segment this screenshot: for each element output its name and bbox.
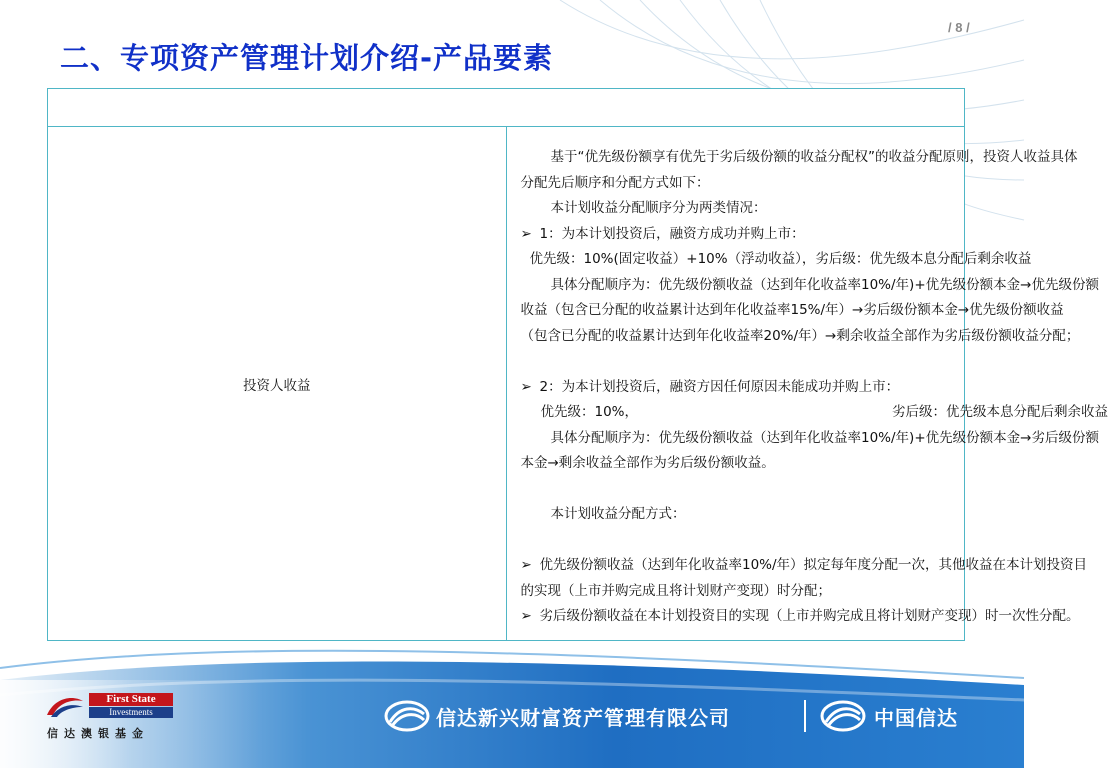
paragraph-text: 具体分配顺序为：优先级份额收益（达到年化收益率10%/年)+优先级份额本金→劣后级份额	[550, 429, 1099, 446]
china-cinda-name: 中国信达	[874, 706, 958, 730]
paragraph-line	[521, 579, 953, 605]
paragraph-line	[521, 375, 953, 401]
paragraph-text: 的实现（上市并购完成且将计划财产变现）时分配；	[520, 582, 831, 599]
paragraph-text: 本金→剩余收益全部作为劣后级份额收益。	[520, 455, 775, 471]
paragraph-text: 优先级：10%(固定收益）+10%（浮动收益），劣后级：优先级本息分配后剩余收益	[529, 251, 1032, 267]
paragraph-text: 收益（包含已分配的收益累计达到年化收益率15%/年）→劣后级份额本金→优先级份额收益	[520, 302, 1064, 318]
paragraph-line	[521, 222, 953, 248]
table-header-row	[48, 89, 965, 127]
cinda-brand-bar	[384, 698, 984, 734]
paragraph-line	[521, 196, 953, 222]
blank-line	[521, 477, 953, 503]
company-name: 信达新兴财富资产管理有限公司	[436, 706, 730, 730]
table-row	[48, 127, 965, 641]
paragraph-text: 2：为本计划投资后，融资方因任何原因未能成功并购上市：	[539, 378, 900, 395]
paragraph-line	[521, 426, 1099, 452]
paragraph-line	[521, 451, 953, 477]
paragraph-line	[520, 298, 1064, 324]
first-state-logo	[45, 693, 175, 743]
china-cinda-swirl-icon	[820, 700, 866, 732]
bullet-arrow-icon: ➢	[520, 378, 532, 395]
brand-divider	[804, 700, 806, 732]
paragraph-text: 优先级份额收益（达到年化收益率10%/年）拟定每年度分配一次，其他收益在本计划投资目	[539, 557, 1088, 573]
paragraph-line	[521, 400, 1108, 426]
cinda-swirl-icon	[384, 700, 430, 732]
page-title: 二、专项资产管理计划介绍-产品要素	[60, 41, 554, 75]
paragraph-text: 本计划收益分配顺序分为两类情况：	[550, 200, 767, 216]
row-content-cell	[506, 127, 1108, 641]
paragraph-line	[520, 553, 1088, 579]
paragraph-line	[521, 273, 1099, 299]
first-state-swoosh-icon	[45, 695, 85, 719]
product-elements-table	[47, 88, 1108, 641]
blank-line	[521, 349, 953, 375]
bullet-arrow-icon: ➢	[520, 225, 532, 242]
paragraph-text: 具体分配顺序为：优先级份额收益（达到年化收益率10%/年)+优先级份额本金→优先级份额	[550, 276, 1099, 293]
paragraph-line	[521, 171, 953, 197]
paragraph-text: （包含已分配的收益累计达到年化收益率20%/年）→剩余收益全部作为劣后级份额收益分配；	[520, 327, 1080, 344]
first-state-chinese-name: 信达澳银基金	[47, 727, 149, 740]
paragraph-text: 劣后级份额收益在本计划投资目的实现（上市并购完成且将计划财产变现）时一次性分配。	[539, 608, 1080, 624]
paragraph-line	[521, 145, 1078, 171]
paragraph-line	[520, 604, 1080, 630]
paragraph-text: 本计划收益分配方式：	[550, 506, 686, 522]
bullet-arrow-icon: ➢	[520, 608, 532, 624]
paragraph-line	[520, 324, 1080, 350]
blank-line	[521, 528, 953, 554]
bullet-arrow-icon: ➢	[520, 557, 532, 573]
paragraph-text: 优先级：10%，	[540, 404, 639, 420]
row-label-cell: 投资人收益	[48, 127, 507, 641]
paragraph-line	[521, 247, 1032, 273]
table-header-cell	[48, 89, 965, 127]
paragraph-text: 1：为本计划投资后，融资方成功并购上市：	[539, 225, 805, 242]
first-state-name: First State	[89, 693, 173, 706]
paragraph-text: 分配先后顺序和分配方式如下：	[520, 174, 710, 191]
first-state-subtitle: Investments	[89, 707, 173, 718]
page-number: / 8 /	[948, 20, 970, 35]
paragraph-text-tail: 劣后级：优先级本息分配后剩余收益	[892, 404, 1108, 420]
paragraph-text: 基于“优先级份额享有优先于劣后级份额的收益分配权”的收益分配原则，投资人收益具体	[550, 149, 1078, 165]
paragraph-line	[521, 502, 953, 528]
